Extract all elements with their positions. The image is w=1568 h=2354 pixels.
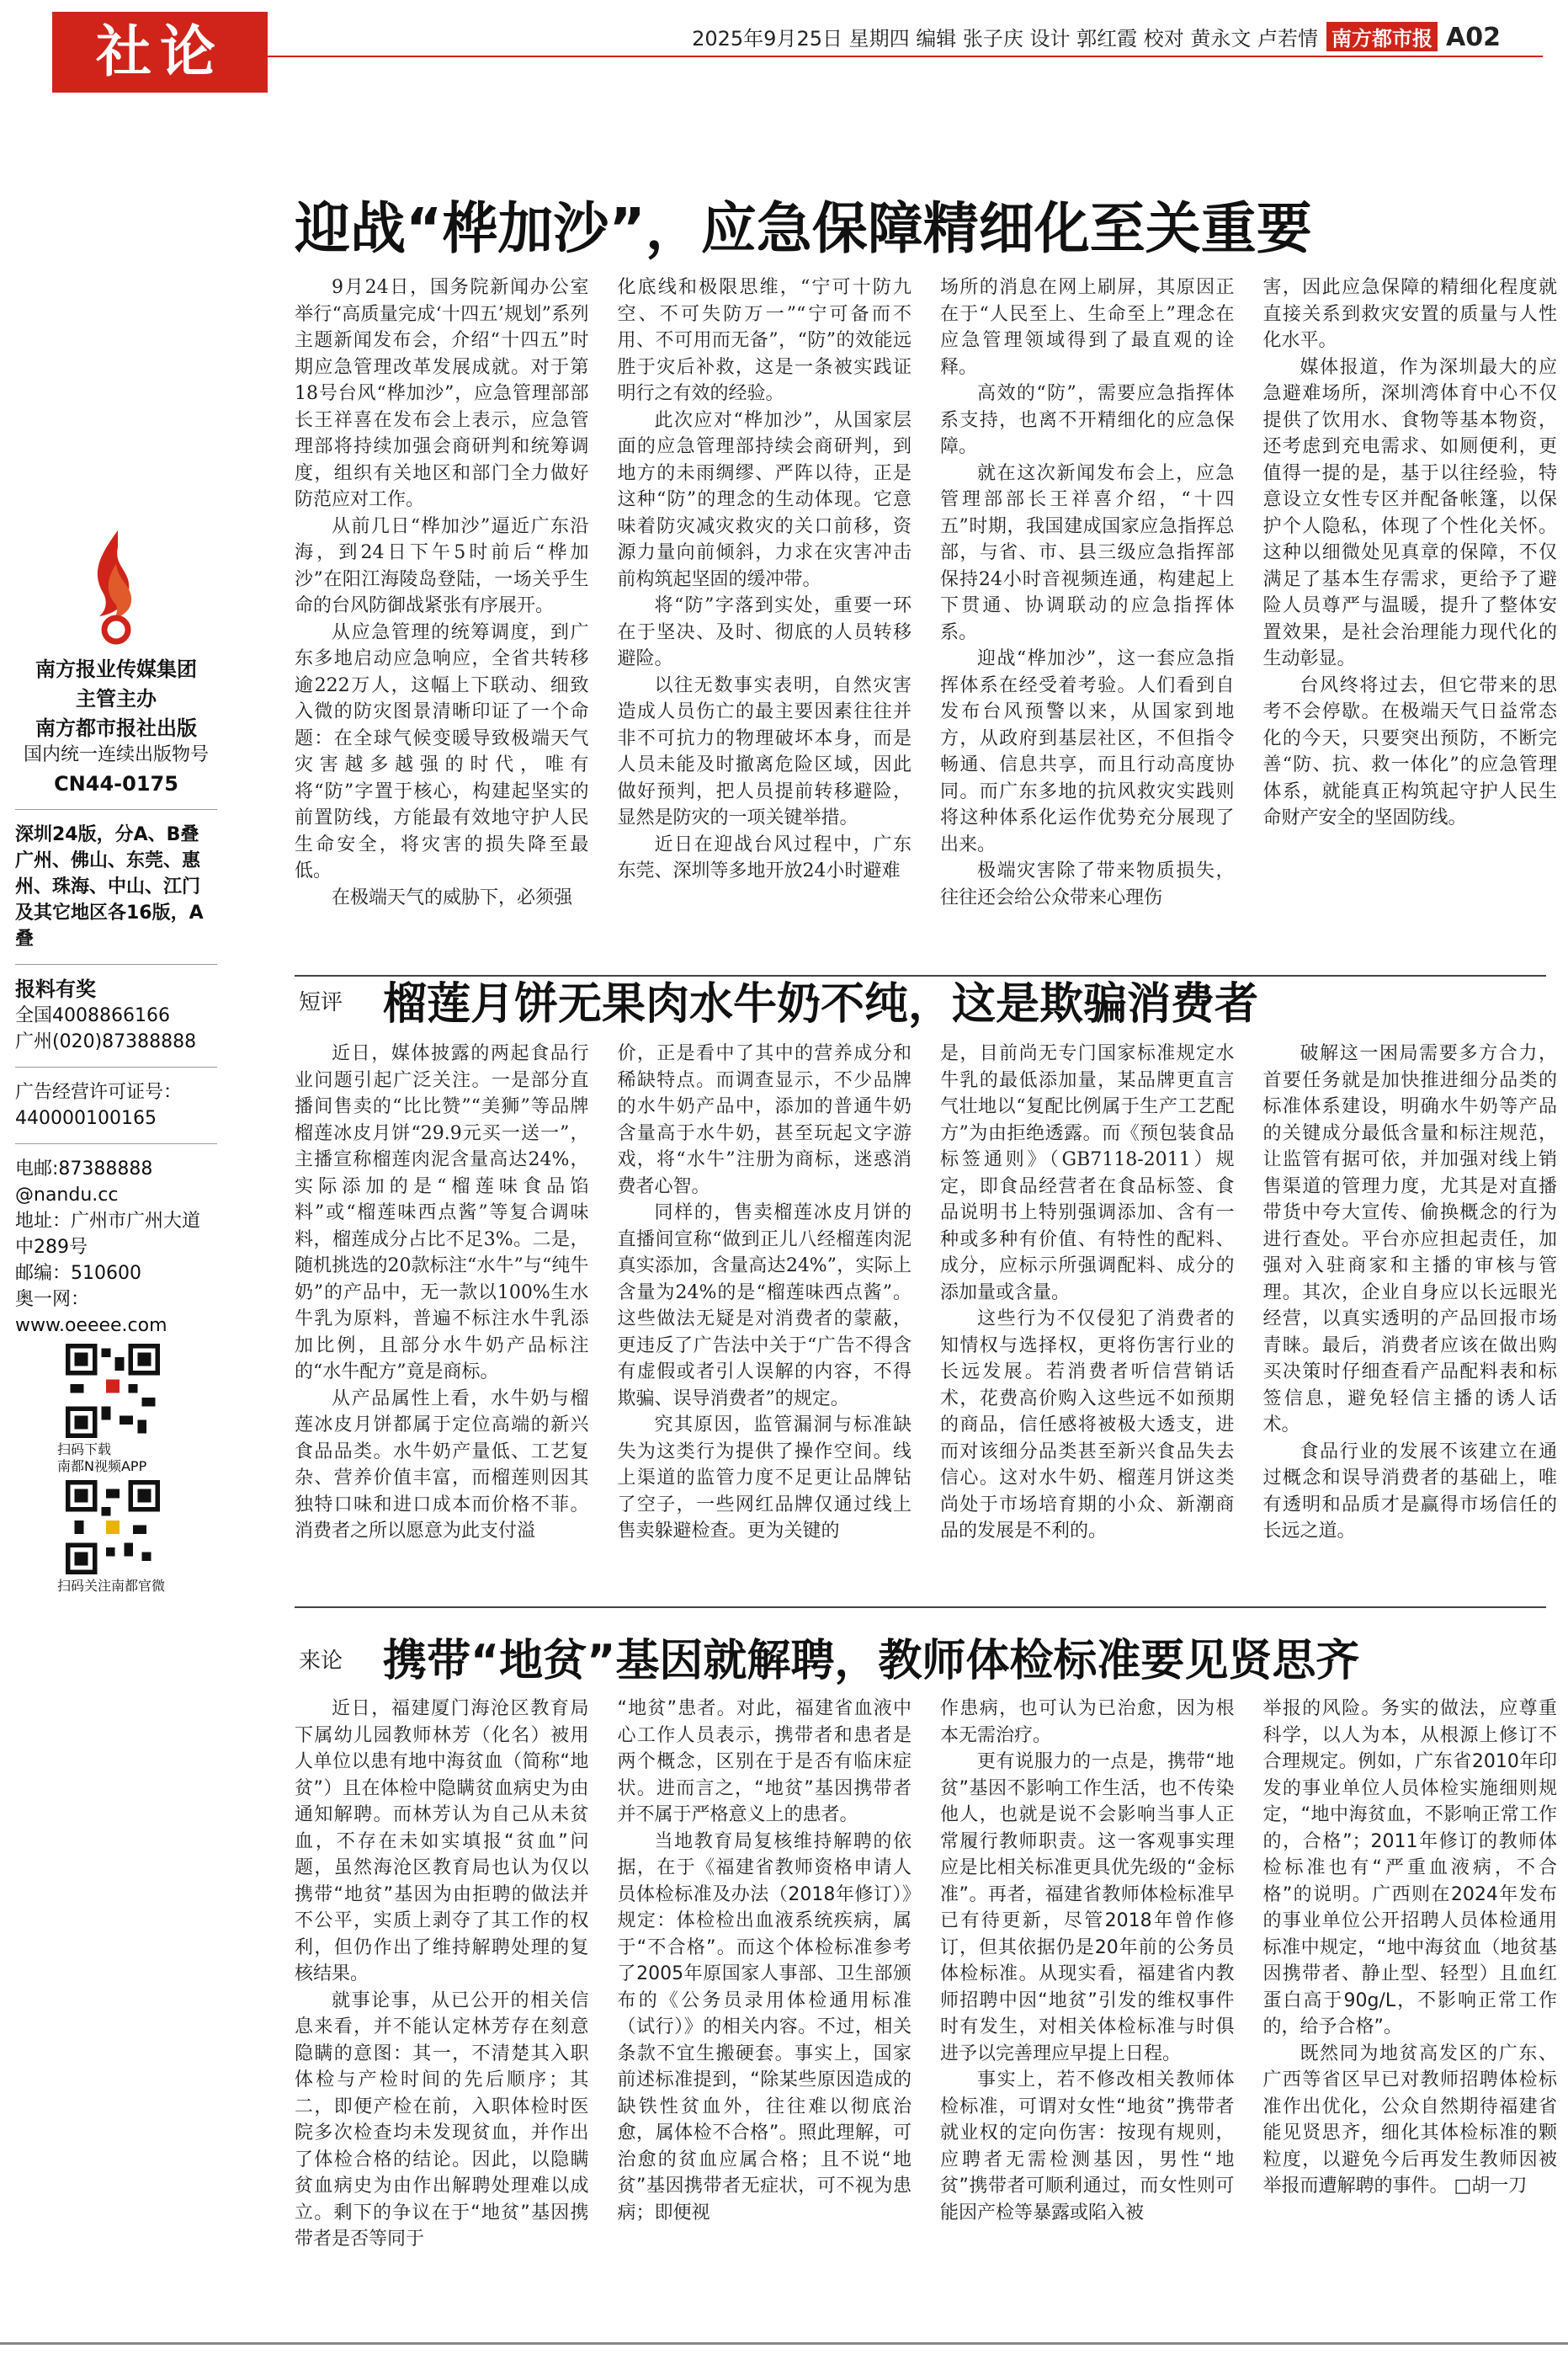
article1-column — [1263, 274, 1558, 973]
paragraph: 究其原因，监管漏洞与标准缺失为这类行为提供了操作空间。线上渠道的监管力度不足更让品牌钻了空子，一些网红品牌仅通过线上售卖躲避检查。更为关键的 — [617, 1414, 912, 1542]
article1-column — [295, 274, 589, 973]
contact-line: 地址：广州市广州大道中289号 — [15, 1211, 201, 1258]
contact-line: 电邮:87388888 — [15, 1158, 153, 1180]
paragraph: 近日，媒体披露的两起食品行业问题引起广泛关注。一是部分直播间售卖的“比比赞”“美狮”等品牌榴莲冰皮月饼“29.9元买一送一”，主播宣称榴莲肉泥含量高达24%，实际添加的是“榴莲味食品馅料”或“榴莲味西点酱”等复合调味料，榴莲成分占比不足3%。二是，随机挑选的20款标注“水牛”与“纯牛奶”的产品中，无一款以100%生水牛乳为原料，普遍不标注水牛乳添加比例，且部分水牛奶产品标注的“水牛配方”竟是商标。 — [295, 1043, 589, 1382]
flame-emblem-icon — [66, 522, 167, 648]
paragraph: 价，正是看中了其中的营养成分和稀缺特点。而调查显示，不少品牌的水牛奶产品中，添加的普通牛奶含量高于水牛奶，甚至玩起文字游戏，将“水牛”注册为商标，迷惑消费者心智。 — [617, 1043, 912, 1197]
article1-column — [940, 274, 1235, 973]
qr-caption: 南都N视频APP — [57, 1458, 147, 1474]
paragraph: 9月24日，国务院新闻办公室举行“高质量完成‘十四五’规划”系列主题新闻发布会，介绍“十四五”时期应急管理改革发展成就。对于第18号台风“桦加沙”，应急管理部部长王祥喜在发布会上表示，应急管理部将持续加强会商研判和统筹调度，组织有关地区和部门全力做好防范应对工作。 — [295, 277, 589, 510]
paragraph: 这些行为不仅侵犯了消费者的知情权与选择权，更将伤害行业的长远发展。若消费者听信营销话术，花费高价购入这些远不如预期的商品，信任感将被极大透支，进而对该细分品类甚至新兴食品失去信心。这对水牛奶、榴莲月饼这类尚处于市场培育期的小众、新潮商品的发展是不利的。 — [940, 1308, 1235, 1542]
section-tag: 社论 — [52, 12, 268, 93]
page-number: A02 — [1446, 23, 1501, 52]
paragraph: 事实上，若不修改相关教师体检标准，可谓对女性“地贫”携带者就业权的定向伤害：按现有规则，应聘者无需检测基因，男性“地贫”携带者可顺利通过，而女性则可能因产检等暴露或陷入被 — [940, 2069, 1235, 2224]
paragraph: 近日在迎战台风过程中，广东东莞、深圳等多地开放24小时避难 — [617, 833, 912, 881]
left-rail — [15, 522, 217, 1595]
paragraph: 场所的消息在网上刷屏，其原因正在于“人民至上、生命至上”理念在应急管理领域得到了最直观的诠释。 — [940, 277, 1235, 378]
paragraph: 同样的，售卖榴莲冰皮月饼的直播间宣称“做到正儿八经榴莲肉泥真实添加，含量高达24%”，实际上含量为24%的是“榴莲味西点酱”。这些做法无疑是对消费者的蒙蔽，更违反了广告法中关于“广告不得含有虚假或者引人误解的内容，不得欺骗、误导消费者”的规定。 — [617, 1202, 912, 1409]
ad-license-number: 440000100165 — [15, 1108, 157, 1129]
contact-line: www.oeeee.com — [15, 1315, 167, 1336]
article3-title: 携带“地贫”基因就解聘，教师体检标准要见贤思齐 — [383, 1636, 1360, 1686]
article2-kicker: 短评 — [299, 990, 343, 1015]
qr-caption: 扫码下载 — [57, 1441, 112, 1457]
article3-column — [295, 1696, 589, 2335]
publisher-line: 南方都市报社出版 — [35, 716, 197, 740]
article2-body — [295, 1041, 1557, 1596]
qr-code-icon[interactable] — [66, 1344, 160, 1438]
header-dateline: 2025年9月25日 星期四 编辑 张子庆 设计 郭红霞 校对 黄永文 卢若情 — [692, 27, 1319, 51]
paragraph: 将“防”字落到实处，重要一环在于坚决、及时、彻底的人员转移避险。 — [617, 595, 912, 669]
publisher-line: 南方报业传媒集团 — [35, 658, 197, 681]
paragraph: 从产品属性上看，水牛奶与榴莲冰皮月饼都属于定位高端的新兴食品品类。水牛奶产量低、工艺复杂、营养价值丰富，而榴莲则因其独特口味和进口成本而价格不菲。消费者之所以愿意为此支付溢 — [295, 1387, 589, 1542]
article3-column — [940, 1696, 1235, 2335]
paragraph: 就在这次新闻发布会上，应急管理部部长王祥喜介绍，“十四五”时期，我国建成国家应急指挥总部，与省、市、县三级应急指挥部保持24小时音视频连通，构建起上下贯通、协调联动的应急指挥体系。 — [940, 462, 1235, 643]
report-line: 广州(020)87388888 — [15, 1031, 197, 1052]
qr-code-icon[interactable] — [66, 1480, 160, 1574]
editions-text: 深圳24版，分A、B叠 广州、佛山、东莞、惠州、珠海、中山、江门及其它地区各16版，A叠 — [15, 824, 204, 950]
paragraph — [1263, 2041, 1558, 2200]
contact-line: 奥一网： — [15, 1289, 90, 1310]
header-info — [692, 22, 1501, 52]
header-rule — [52, 56, 1543, 57]
paragraph: 破解这一困局需要多方合力，首要任务就是加快推进细分品类的标准体系建设，明确水牛奶等产品的关键成分最低含量和标注规范，让监管有据可依，并加强对线上销售渠道的管理力度，尤其是对直播带货中夸大宣传、偷换概念的行为进行查处。平台亦应担起责任，加强对入驻商家和主播的审核与管理。其次，企业自身应以长远眼光经营，以真实透明的产品回报市场青睐。最后，消费者应该在做出购买决策时仔细查看产品配料表和标签信息，避免轻信主播的诱人话术。 — [1262, 1043, 1557, 1435]
paragraph: 高效的“防”，需要应急指挥体系支持，也离不开精细化的应急保障。 — [940, 383, 1235, 457]
issn-label: 国内统一连续出版物号 — [23, 744, 209, 765]
newspaper-logo: 南方都市报 — [1326, 22, 1438, 51]
paragraph: 是，目前尚无专门国家标准规定水牛乳的最低添加量，某品牌更直言气壮地以“复配比例属于生产工艺配方”为由拒绝透露。而《预包装食品标签通则》（GB7118-2011）规定，即食品经营者在食品标签、食品说明书上特别强调添加、含有一种或多种有价值、有特性的配料、成分，应标示所强调配料、成分的添加量或含量。 — [940, 1043, 1235, 1303]
article3-author: □胡一刀 — [1454, 2176, 1528, 2197]
paragraph: 当地教育局复核维持解聘的依据，在于《福建省教师资格申请人员体检标准及办法（2018年修订）》规定：体检检出血液系统疾病，属于“不合格”。而这个体检标准参考了2005年原国家人事部、卫生部颁布的《公务员录用体检通用标准（试行）》的相关内容。不过，相关条款不宜生搬硬套。事实上，国家前述标准提到，“除某些原因造成的缺铁性贫血外，往往难以彻底治愈，属体检不合格”。照此理解，可治愈的贫血应属合格；且不说“地贫”基因携带者无症状，可不视为患病；即便视 — [617, 1830, 912, 2224]
paragraph: 在极端天气的威胁下，必须强 — [332, 887, 573, 908]
bottom-rule — [0, 2342, 1568, 2345]
paragraph-text: 既然同为地贫高发区的广东、广西等省区早已对教师招聘体检标准作出优化，公众自然期待福建省能见贤思齐，细化其体检标准的颗粒度，以避免今后再发生教师因被举报而遭解聘的事件。 — [1262, 2042, 1557, 2197]
qr-caption: 扫码关注南都官微 — [57, 1578, 166, 1594]
article2-column — [618, 1041, 912, 1596]
report-line: 全国4008866166 — [15, 1005, 170, 1026]
contact-line: @nandu.cc — [15, 1185, 119, 1206]
paragraph: 迎战“桦加沙”，这一套应急指挥体系在经受着考验。人们看到自发布台风预警以来，从国家到地方，从政府到基层社区，不但指令畅通、信息共享，而且行动高度协同。而广东多地的抗风救灾实践则将这种体系化运作优势充分展现了出来。 — [940, 648, 1235, 855]
paragraph: 食品行业的发展不该建立在通过概念和误导消费者的基础上，唯有透明和品质才是赢得市场信任的长远之道。 — [1262, 1441, 1557, 1542]
article3-column — [1263, 1696, 1558, 2335]
article3-body — [295, 1696, 1557, 2335]
rail-divider — [15, 1143, 217, 1144]
paragraph: 化底线和极限思维，“宁可十防九空、不可失防万一”“宁可备而不用、不可用而无备”，“防”的效能远胜于灾后补救，这是一条被实践证明行之有效的经验。 — [617, 277, 912, 404]
article1-title: 迎战“桦加沙”，应急保障精细化至关重要 — [295, 196, 1312, 261]
paragraph: 从应急管理的统筹调度，到广东多地启动应急响应，全省共转移逾222万人，这幅上下联动、细致入微的防灾图景清晰印证了一个命题：在全球气候变暖导致极端天气灾害越多越强的时代，唯有将“防”字置于核心，构建起坚实的前置防线，方能最有效地守护人民生命安全，将灾害的损失降至最低。 — [295, 621, 589, 881]
contact-line: 邮编：510600 — [15, 1263, 141, 1284]
paragraph: 举报的风险。务实的做法，应尊重科学，以人为本，从根源上修订不合理规定。例如，广东省2010年印发的事业单位人员体检实施细则规定，“地中海贫血，不影响正常工作的，合格”；2011年修订的教师体检标准也有“严重血液病，不合格”的说明。广西则在2024年发布的事业单位公开招聘人员体检通用标准中规定，“地中海贫血（地贫基因携带者、静止型、轻型）且血红蛋白高于90g/L，不影响正常工作的，给予合格”。 — [1262, 1698, 1557, 2037]
article2-column — [940, 1041, 1235, 1596]
article2-column — [295, 1041, 589, 1596]
paragraph: “地贫”患者。对此，福建省血液中心工作人员表示，携带者和患者是两个概念，区别在于是否有临床症状。进而言之，“地贫”基因携带者并不属于严格意义上的患者。 — [617, 1698, 912, 1825]
paragraph: 以往无数事实表明，自然灾害造成人员伤亡的最主要因素往往并非不可抗力的物理破坏本身，而是人员未能及时撤离危险区域，因此做好预判，把人员提前转移避险，显然是防灾的一项关键举措。 — [617, 674, 912, 828]
paragraph: 作患病，也可认为已治愈，因为根本无需治疗。 — [940, 1698, 1235, 1746]
section-divider — [295, 1606, 1546, 1608]
rail-divider — [15, 1067, 217, 1068]
article3-column — [618, 1696, 912, 2335]
paragraph: 就事论事，从已公开的相关信息来看，并不能认定林芳存在刻意隐瞒的意图：其一，不清楚其入职体检与产检时间的先后顺序；其二，即便产检在前，入职体检时医院多次检查均未发现贫血，并作出了体检合格的结论。因此，以隐瞒贫血病史为由作出解聘处理难以成立。剩下的争议在于“地贫”基因携带者是否等同于 — [295, 1989, 589, 2250]
article2-column — [1263, 1041, 1558, 1596]
paragraph: 从前几日“桦加沙”逼近广东沿海，到24日下午5时前后“桦加沙”在阳江海陵岛登陆，一场关乎生命的台风防御战紧张有序展开。 — [295, 515, 589, 616]
ad-license-label: 广告经营许可证号： — [15, 1082, 183, 1103]
paragraph: 近日，福建厦门海沧区教育局下属幼儿园教师林芳（化名）被用人单位以患有地中海贫血（简称“地贫”）且在体检中隐瞒贫血病史为由通知解聘。而林芳认为自己从未贫血，不存在未如实填报“贫血”问题，虽然海沧区教育局也认为仅以携带“地贫”基因为由拒聘的做法并不公平，实质上剥夺了其工作的权利，但仍作出了维持解聘处理的复核结果。 — [295, 1698, 589, 1984]
publisher-line: 主管主办 — [76, 687, 157, 711]
paragraph: 台风终将过去，但它带来的思考不会停歇。在极端天气日益常态化的今天，只要突出预防，不断完善“防、抗、救一体化”的应急管理体系，就能真正构筑起守护人民生命财产安全的坚固防线。 — [1262, 674, 1557, 828]
article2-title: 榴莲月饼无果肉水牛奶不纯，这是欺骗消费者 — [383, 979, 1259, 1030]
paragraph: 媒体报道，作为深圳最大的应急避难场所，深圳湾体育中心不仅提供了饮用水、食物等基本物资，还考虑到充电需求、如厕便利，更值得一提的是，基于以往经验，特意设立女性专区并配备帐篷，以保护个人隐私，体现了个性化关怀。这种以细微处见真章的保障，不仅满足了基本生存需求，更给予了避险人员尊严与温暖，提升了整体安置效果，是社会治理能力现代化的生动彰显。 — [1262, 356, 1557, 669]
issn-number: CN44-0175 — [54, 772, 178, 796]
article1-body — [295, 274, 1557, 973]
paragraph: 极端灾害除了带来物质损失，往往还会给公众带来心理伤 — [940, 860, 1235, 908]
article3-kicker: 来论 — [299, 1648, 343, 1674]
rail-divider — [15, 809, 217, 810]
article1-column — [618, 274, 912, 973]
report-title: 报料有奖 — [15, 977, 96, 1001]
paragraph: 此次应对“桦加沙”，从国家层面的应急管理部持续会商研判，到地方的未雨绸缪、严阵以待，正是这种“防”的理念的生动体现。它意味着防灾减灾救灾的关口前移，资源力量向前倾斜，力求在灾害冲击前构筑起坚固的缓冲带。 — [617, 409, 912, 590]
paragraph: 害，因此应急保障的精细化程度就直接关系到救灾安置的质量与人性化水平。 — [1262, 277, 1557, 351]
paragraph: 更有说服力的一点是，携带“地贫”基因不影响工作生活，也不传染他人，也就是说不会影响当事人正常履行教师职责。这一客观事实理应是比相关标准更具优先级的“金标准”。再者，福建省教师体检标准早已有待更新，尽管2018年曾作修订，但其依据仍是20年前的公务员体检标准。从现实看，福建省内教师招聘中因“地贫”引发的维权事件时有发生，对相关体检标准与时俱进予以完善理应早提上日程。 — [940, 1751, 1235, 2064]
rail-divider — [15, 964, 217, 965]
